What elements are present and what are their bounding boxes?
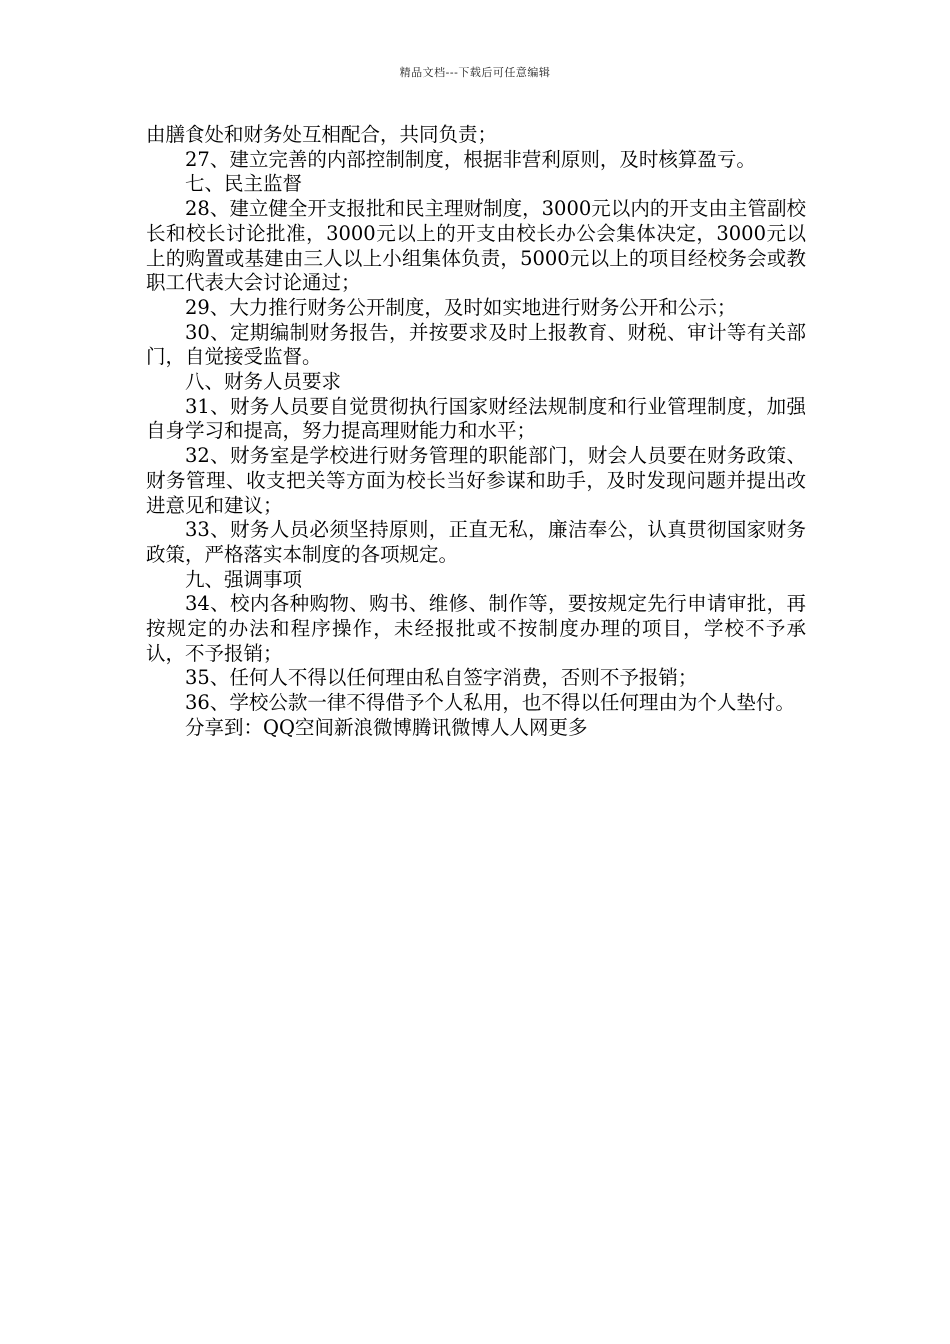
document-body	[146, 123, 806, 741]
paragraph: 27、建立完善的内部控制制度，根据非营利原则，及时核算盈亏。	[185, 147, 756, 171]
section-heading: 七、民主监督	[185, 172, 303, 196]
paragraph: 32、财务室是学校进行财务管理的职能部门，财会人员要在财务政策、财务管理、收支把关等方面为校长当好参谋和助手，及时发现问题并提出改进意见和建议；	[146, 444, 806, 517]
section-heading: 九、强调事项	[185, 567, 303, 591]
paragraph: 29、大力推行财务公开制度，及时如实地进行财务公开和公示；	[185, 295, 737, 319]
paragraph: 34、校内各种购物、购书、维修、制作等，要按规定先行申请审批，再按规定的办法和程序操作，未经报批或不按制度办理的项目，学校不予承认，不予报销；	[146, 592, 806, 665]
paragraph: 33、财务人员必须坚持原则，正直无私，廉洁奉公，认真贯彻国家财务政策，严格落实本制度的各项规定。	[146, 518, 806, 566]
paragraph: 28、建立健全开支报批和民主理财制度，3000元以内的开支由主管副校长和校长讨论批准，3000元以上的开支由校长办公会集体决定，3000元以上的购置或基建由三人以上小组集体负责，5000元以上的项目经校务会或教职工代表大会讨论通过；	[146, 197, 806, 295]
paragraph: 35、任何人不得以任何理由私自签字消费，否则不予报销；	[185, 666, 698, 690]
page-header: 精品文档---下载后可任意编辑	[399, 66, 551, 79]
share-line: 分享到：QQ空间新浪微博腾讯微博人人网更多	[185, 715, 588, 739]
paragraph: 36、学校公款一律不得借予个人私用，也不得以任何理由为个人垫付。	[185, 691, 795, 715]
paragraph: 30、定期编制财务报告，并按要求及时上报教育、财税、审计等有关部门，自觉接受监督。	[146, 320, 806, 369]
paragraph: 由膳食处和财务处互相配合，共同负责；	[146, 123, 498, 146]
section-heading: 八、财务人员要求	[185, 370, 342, 394]
paragraph: 31、财务人员要自觉贯彻执行国家财经法规制度和行业管理制度，加强自身学习和提高，努力提高理财能力和水平；	[146, 394, 806, 443]
